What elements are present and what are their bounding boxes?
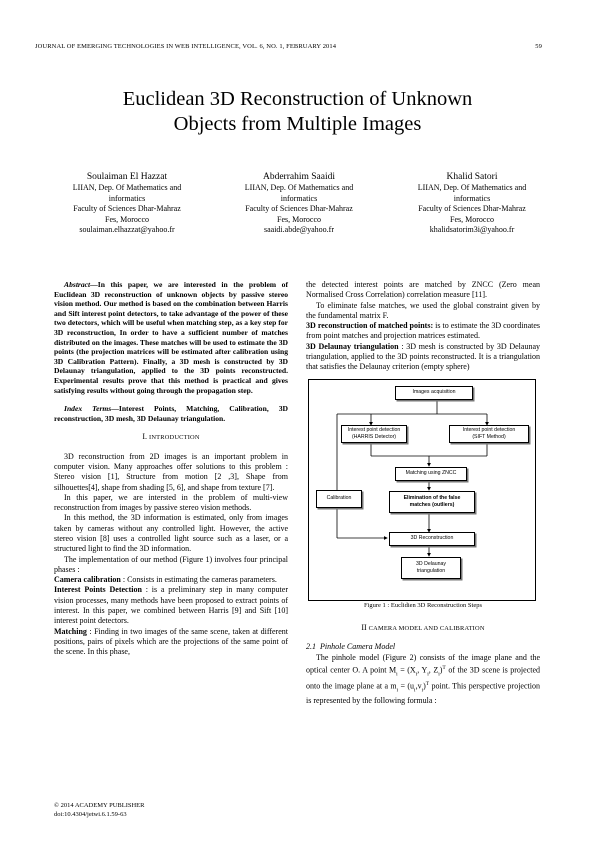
author-location: Fes, Morocco xyxy=(277,214,321,224)
author-email: saaidi.abde@yahoo.fr xyxy=(263,225,334,235)
term-label: Interest Points Detection xyxy=(54,585,142,595)
paragraph: 3D reconstruction from 2D images is an important problem in computer vision. Many approaches offer solutions to this problem : Stereo vision [1], Structure from motion [2 ,3], Shape from silhouettes[4], shape from shading [5, 6], and shape from texture [7]. xyxy=(54,451,288,492)
paragraph: In this paper, we are intersted in the problem of multi-view reconstruction from images by passive stereo vision methods. xyxy=(54,492,288,513)
title-line-1: Euclidean 3D Reconstruction of Unknown xyxy=(122,88,473,110)
index-terms-text: —Interest Points, Matching, Calibration, 3D reconstruction, 3D mesh, 3D Delaunay triangulation. xyxy=(54,404,288,423)
term-label: Matching xyxy=(54,626,87,636)
paragraph: Matching : Finding in two images of the same scene, taken at different positions, pairs of pixels which are the projections of the same point of the scene. In this phase, xyxy=(54,626,288,657)
author-email: soulaiman.elhazzat@yahoo.fr xyxy=(79,225,175,235)
section-heading: II CAMERA MODEL AND CALIBRATION xyxy=(361,622,485,632)
figure-caption: Figure 1 : Euclidien 3D Reconstruction Steps xyxy=(363,601,483,609)
page-footer xyxy=(54,802,144,819)
right-column xyxy=(306,280,540,706)
page-number: 59 xyxy=(535,43,542,50)
index-terms xyxy=(54,404,288,423)
author-affiliation: LIIAN, Dep. Of Mathematics and xyxy=(72,183,182,192)
term-label: 3D Delaunay triangulation xyxy=(306,341,399,351)
author-email: khalidsatorim3i@yahoo.fr xyxy=(429,225,515,235)
running-header xyxy=(35,43,542,50)
author-3 xyxy=(387,171,557,236)
subsection-heading: 2.1 Pinhole Camera Model xyxy=(306,642,396,652)
flow-box-harris: Interest point detection (HARRIS Detector) xyxy=(341,425,407,443)
flow-box-reconstruction: 3D Reconstruction xyxy=(389,532,475,546)
title-line-2: Objects from Multiple Images xyxy=(173,113,422,135)
author-affiliation: informatics xyxy=(453,193,491,203)
copyright: © 2014 ACADEMY PUBLISHER xyxy=(54,802,145,809)
doi: doi:10.4304/jetwi.6.1.59-63 xyxy=(54,810,127,818)
flow-box-acquisition: Images acquisition xyxy=(395,386,473,400)
paragraph: In this method, the 3D information is estimated, only from images taken by cameras without any controlled light. However, the active stereo vision [8] uses a controlled light source such as a laser, or a structured light to find the 3D information. xyxy=(54,513,288,554)
paragraph: the detected interest points are matched by ZNCC (Zero mean Normalised Cross Correlation) correlation measure [11]. xyxy=(306,280,540,300)
author-affiliation: Faculty of Sciences Dhar-Mahraz xyxy=(245,204,353,214)
author-name: Khalid Satori xyxy=(446,172,498,182)
author-affiliation: Faculty of Sciences Dhar-Mahraz xyxy=(418,204,526,214)
figure-1-flowchart xyxy=(308,379,536,601)
section-heading: I. INTRODUCTION xyxy=(142,432,200,442)
section-title: CAMERA MODEL AND CALIBRATION xyxy=(368,624,485,632)
term-label: 3D reconstruction of matched points: xyxy=(306,321,434,331)
author-affiliation: informatics xyxy=(108,193,146,203)
paragraph: Interest Points Detection : is a preliminary step in many computer vision processes, many methods have been proposed to extract points of interest. In this paper, we combined between Harris [9] and Sift [10] interest point detectors. xyxy=(54,585,288,626)
paragraph: 3D reconstruction of matched points: is to estimate the 3D coordinates from point matches and projection matrices estimated. xyxy=(306,321,541,341)
abstract-text: —In this paper, we are interested in the problem of Euclidean 3D reconstruction of unknown objects by passive stereo vision method. Our method is based on the combination between Harris and Sift interest point detectors, to take advantage of the power of these two detectors, which will be useful when matching step, as a key step for 3D reconstruction, In order to have a sufficient number of matches distributed on the images. These matches will be used to estimate the 3D points (the projection matrices will be estimated after calibration using 3D Calibration Pattern). Finally, a 3D mesh is constructed by 3D Delaunay triangulation, applied to the 3D points reconstructed. Experimental results prove that this method is practical and gives satisfying results without going through the propagation step. xyxy=(54,280,288,395)
subsection-title: Pinhole Camera Model xyxy=(320,642,396,652)
paper-title xyxy=(40,87,555,137)
author-2 xyxy=(214,171,384,236)
flow-box-delaunay: 3D Delaunay triangulation xyxy=(401,557,461,579)
abstract xyxy=(54,280,288,395)
author-location: Fes, Morocco xyxy=(105,214,149,224)
journal-name: JOURNAL OF EMERGING TECHNOLOGIES IN WEB INTELLIGENCE, VOL. 6, NO. 1, FEBRUARY 2014 xyxy=(35,43,337,50)
flow-box-sift: Interest point detection (SIFT Method) xyxy=(449,425,529,443)
term-label: Camera calibration xyxy=(54,575,121,585)
abstract-label: Abstract xyxy=(64,280,91,289)
flow-box-elimination: Elimination of the false matches (outliers) xyxy=(389,491,475,513)
author-name: Abderrahim Saaidi xyxy=(262,172,336,182)
author-1 xyxy=(42,171,212,236)
paragraph: The implementation of our method (Figure 1) involves four principal phases : xyxy=(54,554,288,574)
flow-box-matching: Matching using ZNCC xyxy=(395,467,467,481)
paragraph: To eliminate false matches, we used the global constraint given by the fundamental matrix F. xyxy=(306,300,540,320)
section-title: INTRODUCTION xyxy=(148,434,200,442)
author-affiliation: informatics xyxy=(280,193,318,203)
author-affiliation: LIIAN, Dep. Of Mathematics and xyxy=(244,183,354,192)
index-terms-label: Index Terms xyxy=(64,404,112,414)
paragraph: Camera calibration : Consists in estimating the cameras parameters. xyxy=(54,575,277,585)
author-name: Soulaiman El Hazzat xyxy=(86,172,168,182)
paragraph: 3D Delaunay triangulation : 3D mesh is constructed by 3D Delaunay triangulation, applied to the 3D points reconstructed. It is a triangulation that satisfies the Delaunay criterion (empty sphere) xyxy=(306,341,540,372)
left-column xyxy=(54,280,288,658)
flow-box-calibration: Calibration xyxy=(316,490,362,508)
author-location: Fes, Morocco xyxy=(450,214,494,224)
author-affiliation: Faculty of Sciences Dhar-Mahraz xyxy=(73,204,181,214)
paragraph: The pinhole model (Figure 2) consists of the image plane and the optical center O. A point $M_i = (X_i$, $Y_i$, $Z_i)^T$ of the 3D scene is projected onto the image plane at a $m_i = (u_i,v_i)^T$ point. This perspective projection is represented by the following formula : xyxy=(306,652,541,705)
author-affiliation: LIIAN, Dep. Of Mathematics and xyxy=(417,183,527,192)
